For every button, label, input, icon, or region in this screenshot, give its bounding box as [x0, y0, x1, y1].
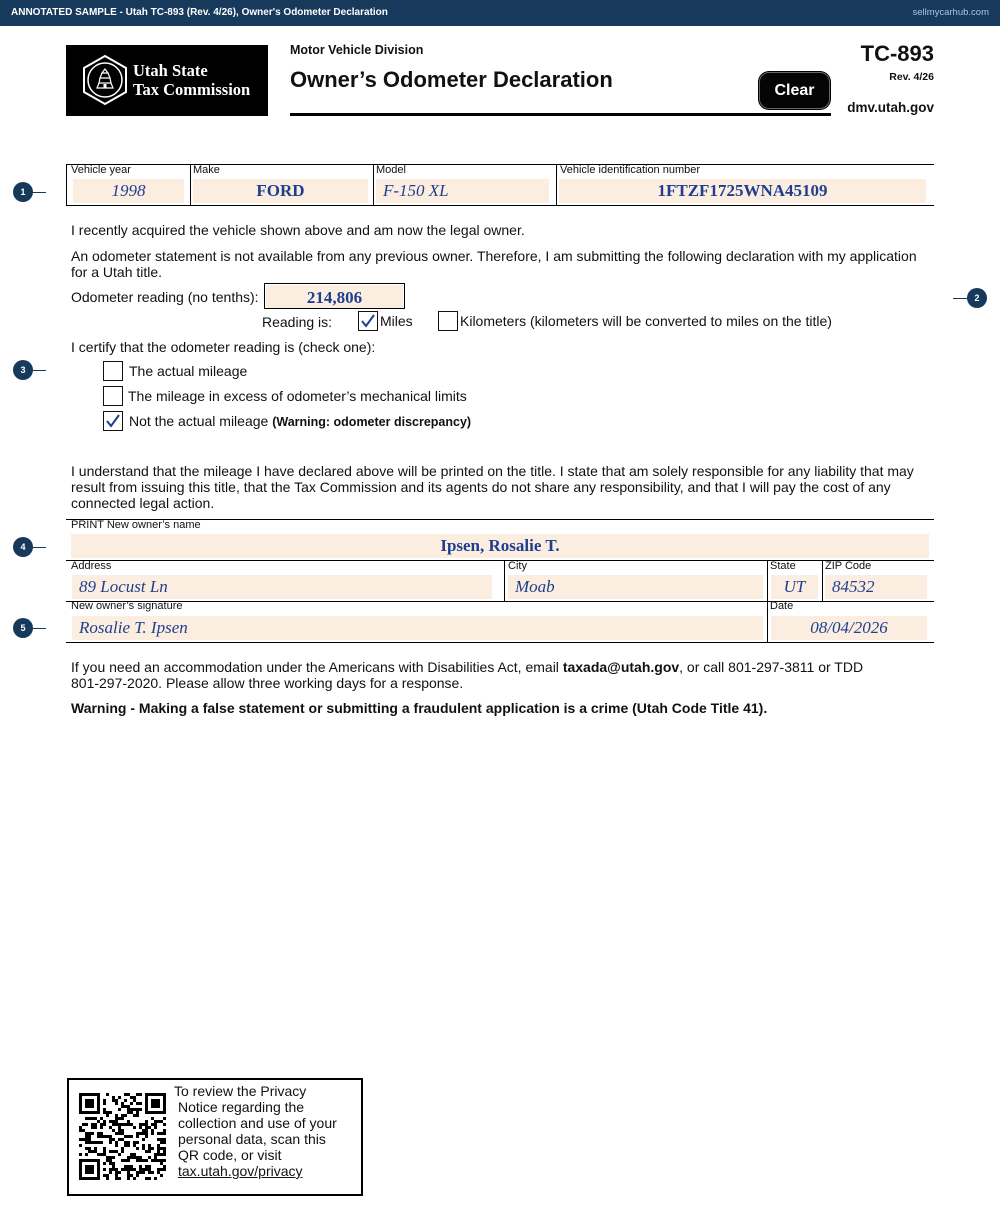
- kilometers-label: Kilometers (kilometers will be converted to miles on the title): [460, 313, 832, 329]
- acquired-statement: I recently acquired the vehicle shown above and am now the legal owner.: [71, 222, 525, 238]
- privacy-link[interactable]: tax.utah.gov/privacy: [178, 1163, 303, 1179]
- reading-is-label: Reading is:: [262, 314, 333, 330]
- odometer-reading-field[interactable]: 214,806: [266, 285, 403, 308]
- vin-field[interactable]: 1FTZF1725WNA45109: [559, 179, 926, 203]
- ada-phone-text: , or call 801-297-3811 or TDD: [679, 659, 864, 675]
- odometer-label: Odometer reading (no tenths):: [71, 289, 259, 305]
- form-title: Owner’s Odometer Declaration: [290, 67, 613, 92]
- miles-label: Miles: [380, 313, 413, 329]
- zip-divider: [822, 560, 823, 601]
- excess-mileage-checkbox[interactable]: [103, 386, 123, 406]
- annotation-badge: 1: [13, 182, 33, 202]
- address-divider: [504, 560, 505, 601]
- owner-bottom-rule: [66, 642, 934, 643]
- privacy-line: To review the Privacy: [174, 1083, 307, 1099]
- model-label: Model: [376, 164, 406, 176]
- logo-line-2: Tax Commission: [133, 80, 251, 99]
- annotation-leader: [31, 547, 46, 548]
- liability-line-1: I understand that the mileage I have declared above will be printed on the title. I state that am solely responsible for any liability that may: [71, 463, 914, 479]
- not-actual-mileage-text: Not the actual mileage: [129, 413, 269, 429]
- privacy-line: Notice regarding the: [178, 1099, 305, 1115]
- checkmark-icon: [105, 413, 121, 429]
- address-top-rule: [66, 560, 934, 561]
- ada-line-2: 801-297-2020. Please allow three working days for a response.: [71, 675, 464, 691]
- form-number: TC-893: [860, 41, 934, 66]
- model-field[interactable]: F-150 XL: [376, 179, 549, 203]
- liability-line-2: result from issuing this title, that the Tax Commission and its agents do not share any responsibility, and that I will pay the cost of any: [71, 479, 891, 495]
- zip-field[interactable]: 84532: [825, 575, 927, 599]
- title-rule: [290, 113, 831, 116]
- vehicle-divider: [556, 164, 557, 205]
- tax-commission-logo: [66, 45, 268, 116]
- owner-name-field[interactable]: Ipsen, Rosalie T.: [71, 534, 929, 558]
- certify-label: I certify that the odometer reading is (check one):: [71, 339, 376, 355]
- make-field[interactable]: FORD: [193, 179, 368, 203]
- privacy-line: collection and use of your: [178, 1115, 337, 1131]
- annotation-badge: 4: [13, 537, 33, 557]
- zip-label: ZIP Code: [825, 560, 872, 572]
- ada-text: If you need an accommodation under the Americans with Disabilities Act, email: [71, 659, 563, 675]
- no-statement-line-2: for a Utah title.: [71, 264, 163, 280]
- vehicle-divider: [190, 164, 191, 205]
- vehicle-divider: [373, 164, 374, 205]
- signature-top-rule: [66, 601, 934, 602]
- beehive-seal-icon: [79, 54, 131, 106]
- ada-line-1: [71, 659, 931, 675]
- annotation-banner: [0, 0, 1000, 26]
- logo-line-1: Utah State: [133, 61, 208, 80]
- no-statement-line-1: An odometer statement is not available from any previous owner. Therefore, I am submitting the following declaration with my application: [71, 248, 917, 264]
- fraud-warning: Warning - Making a false statement or submitting a fraudulent application is a crime (Utah Code Title 41).: [71, 700, 768, 716]
- privacy-line: QR code, or visit: [178, 1147, 282, 1163]
- not-actual-mileage-label: [129, 413, 471, 429]
- ada-email-link[interactable]: taxada@utah.gov: [562, 659, 680, 675]
- annotation-leader: [31, 192, 46, 193]
- actual-mileage-label: The actual mileage: [129, 363, 248, 379]
- city-field[interactable]: Moab: [508, 575, 763, 599]
- banner-site: sellmycarhub.com: [912, 7, 989, 18]
- dmv-website: dmv.utah.gov: [847, 100, 934, 115]
- clear-button[interactable]: Clear: [759, 72, 830, 109]
- vehicle-divider: [66, 164, 67, 205]
- vehicle-year-label: Vehicle year: [71, 164, 131, 176]
- annotation-badge: 2: [967, 288, 987, 308]
- signature-label: New owner’s signature: [71, 600, 183, 612]
- annotation-leader: [31, 628, 46, 629]
- excess-mileage-label: The mileage in excess of odometer’s mechanical limits: [128, 388, 467, 404]
- miles-checkbox[interactable]: [358, 311, 378, 331]
- vehicle-row-bottom-rule: [66, 205, 934, 206]
- annotation-badge: 3: [13, 360, 33, 380]
- annotation-leader: [31, 370, 46, 371]
- privacy-notice-text: [174, 1083, 359, 1179]
- state-field[interactable]: UT: [771, 575, 818, 599]
- actual-mileage-checkbox[interactable]: [103, 361, 123, 381]
- address-field[interactable]: 89 Locust Ln: [72, 575, 492, 599]
- annotation-badge: 5: [13, 618, 33, 638]
- checkmark-icon: [360, 313, 376, 329]
- privacy-line: personal data, scan this: [178, 1131, 326, 1147]
- privacy-qr-code[interactable]: [79, 1093, 166, 1180]
- date-label: Date: [770, 600, 794, 612]
- state-label: State: [770, 560, 796, 572]
- annotation-leader: [953, 298, 968, 299]
- owner-name-label: PRINT New owner’s name: [71, 519, 201, 531]
- kilometers-checkbox[interactable]: [438, 311, 458, 331]
- vehicle-year-field[interactable]: 1998: [73, 179, 184, 203]
- make-label: Make: [193, 164, 220, 176]
- liability-line-3: connected legal action.: [71, 495, 215, 511]
- form-revision: Rev. 4/26: [889, 71, 934, 83]
- discrepancy-warning: (Warning: odometer discrepancy): [272, 415, 472, 429]
- city-label: City: [508, 560, 527, 572]
- date-field[interactable]: 08/04/2026: [771, 616, 927, 640]
- signature-field[interactable]: Rosalie T. Ipsen: [72, 616, 763, 640]
- vin-label: Vehicle identification number: [560, 164, 701, 176]
- division-name: Motor Vehicle Division: [290, 43, 424, 57]
- address-label: Address: [71, 560, 112, 572]
- banner-title: ANNOTATED SAMPLE - Utah TC-893 (Rev. 4/26), Owner's Odometer Declaration: [11, 7, 388, 18]
- not-actual-mileage-checkbox[interactable]: [103, 411, 123, 431]
